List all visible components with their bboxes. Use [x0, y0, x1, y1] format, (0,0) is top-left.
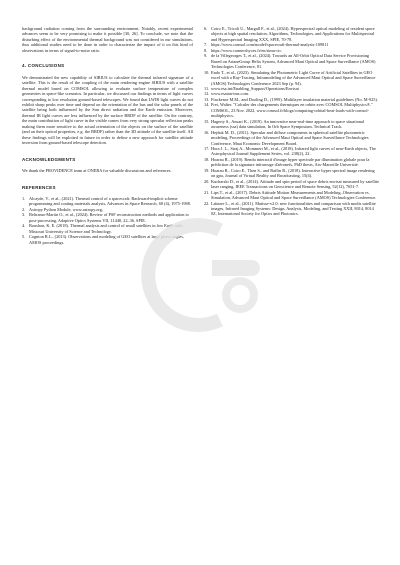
references-list-left — [22, 196, 193, 245]
conclusions-paragraph: We demonstrated the new capability of SIRIUS to calculate the thermal infrared signature of a satellite. This is the result of the coupling of the main rendering engine SIRIUS with a satellite thermal model based on COMSOL allowing to evaluate surface temperature of complex geometries in space-like scenarios. In particular, we discussed our findings in terms of light curves corresponding to low resolution ground-based telescopes. We found that LWIR light curves do not exhibit sharp peaks over time and depend on the orientation of the bus and the solar panels of the satellite being both influenced by the Sun direct radiation and the Earth emission. Moreover, thermal IR light curves are less influenced by the surface BRDF of the satellite. On the contrary, the main contribution of light curve in the visible comes from very strong specular reflection peaks making them more sensitive to the actual orientation of the objects on the surface of the satellite (and on their optical properties, e.g. the BRDF) rather than the 3D attitude of the satellite itself. All these findings will be exploited in future in order to define a new approach for satellite attitude inversion from ground-based telescope detection. — [22, 74, 193, 146]
reference-item: 9. de la Villegeorges T., et al., (2024). Towards an All-Orbit Optical Data Service Provisioning Based on ArianeGroup Helix System, Advanced Maui Optical and Space Surveillance (AMOS) Technologies Conference, 81. — [204, 53, 376, 70]
reference-item: 10. Endo T., et al., (2023). Simulating the Photometric Light Curve of Artificial Satellites in GEO excel with a Ray-Tracing, Inframodeling of the Advanced Maui Optical and Space Surveillance (AMOS) Technologies Conference 2023 Sep (p. 94). — [204, 69, 376, 86]
reference-item: 4. Boushon, K. E. (2018). Thermal analysis and control of small satellites in low Earth orbit. Missouri University of Science and Technology. — [22, 223, 184, 234]
reference-item: 17. Hora J. L., Siraj A., Mommert M., et al., (2018). Infrared light curves of near-Earth objects, The Astrophysical Journal Supplement Series, vol. 238(2), 22. — [204, 145, 376, 157]
intro-paragraph: background radiation coming from the surrounding environment. Notably, recent experimental advances seem to be very promising to make it possible [30, 26]. To conclude, we note that the disturbing effect of the environmental thermal background was not considered in our simulations, thus additional studies need to be done in order to characterize the impact of it on this kind of observations in terms of signal-to-noise ratio. — [22, 26, 193, 53]
reference-item: 5. Cognion R.L., (2013). Observations and modeling of GEO satellites at large phase angles, AMOS proceedings. — [22, 234, 184, 245]
reference-item: 3. Beltramo-Martin O., et al., (2024). Review of PSF reconstruction methods and application to post-processing, Adaptive Optics Systems VII, 11448, 22–36, SPIE. — [22, 212, 189, 223]
reference-item: 2. Astropy Python Module, www.astropy.org, — [22, 206, 103, 212]
reference-item: 8. https://www.connecthyces.fr/en/simu-cic — [204, 47, 282, 53]
reference-item: 11. www.esa.int/Enabling_Support/Operations/Envisat — [204, 85, 299, 91]
references-list-right — [204, 26, 379, 217]
reference-item: 19. Hoarau R., Coiro E., Then S., and Raffin R., (2018). Interactive hyper spectral image rendering on gpu, Journal of Virtual Reality and Broadcasting, 15(4). — [204, 167, 375, 179]
acknowledgments-heading: ACKNOWLEDGMENTS — [22, 156, 76, 162]
reference-item: 13. Finckenor M.M., and Dooling D., (1999). Multilayer insulation material guidelines (No. M-925). — [204, 96, 378, 102]
references-heading: REFERENCES — [22, 184, 56, 190]
reference-item: 14. Frei, Walter. "Calculer des chargements thermiques en orbite avec COMSOL Multiphysics®." COMSOL, 23 Nov. 2022, www.comsol.fr/blogs/computing-orbital-heat-loads-with-comsol-multiphysics. — [204, 102, 373, 119]
right-column — [204, 26, 379, 217]
reference-item: 18. Hoarau R., (2019). Rendu interactif d'image hyper spectrale par illumination globale pour la prédiction de la signature infrarouge d'aéronefs, PhD thesis, Aix-Marseille Université. — [204, 156, 370, 168]
reference-item: 22. Labarre L., et al., (2011). Matisse-v2.0: new functionalities and comparison with modis satellite images, Infrared Imaging Systems: Design, Analysis, Modeling, and Testing XXII, 8014, 8014 0Z, International Society for Optics and Photonics. — [204, 200, 376, 217]
reference-item: 1. Alcayde, V., et al., (2021). Thermal control of a spacecraft: Backward-implicit scheme programming and coating materials analysis, Advances in Space Research, 68 (4), 1975-1988. — [22, 195, 191, 207]
reference-item: 20. Kucharski D., et al., (2014). Attitude and spin period of space debris envisat measured by satellite laser ranging, IEEE Transactions on Geoscience and Remote Sensing, 52(12), 7651-7. — [204, 178, 380, 190]
reference-item: 12. www.esatan-tms.com. — [204, 91, 250, 97]
reference-item: 7. https://www.comsol.com/model/spacecraft-thermal-analysis-109811 — [204, 42, 329, 48]
acknowledgments-paragraph: We thank the PROVIDENCE team at ONERA for valuable discussions and references. — [22, 168, 172, 174]
reference-item: 21. Lips T., et al., (2017). Debris Attitude Motion Measurements and Modeling–Observation vs. Simulation, Advanced Maui Optical and Space Surveillance (AMOS) Technologies Conference. — [204, 189, 377, 201]
reference-item: 6. Coiro E., Tricoli U., Margall F., et al., (2024). Hyperspectral optical modeling of resident space objects at high spatial resolution, Algorithms, Technologies, and Applications for Multispectral and Hyperspectral Imaging XXX, SPIE, 70-78. — [204, 26, 375, 42]
left-column — [22, 26, 193, 245]
conclusions-heading: 4. CONCLUSIONS — [22, 63, 65, 69]
reference-item: 15. Hagerty S., Ansari K., (2019). An innovative near-real-time approach to space situational awareness (ssa) data simulation, In Orb Space Symposium, Technical Track. — [204, 118, 365, 130]
reference-item: 16. Hejduk M. D., (2011). Specular and diffuse components in spherical satellite photometric modeling, Proceedings of the Advanced Maui Optical and Space Surveillance Technologies Conference, Maui Economic Development Board. — [204, 129, 369, 146]
